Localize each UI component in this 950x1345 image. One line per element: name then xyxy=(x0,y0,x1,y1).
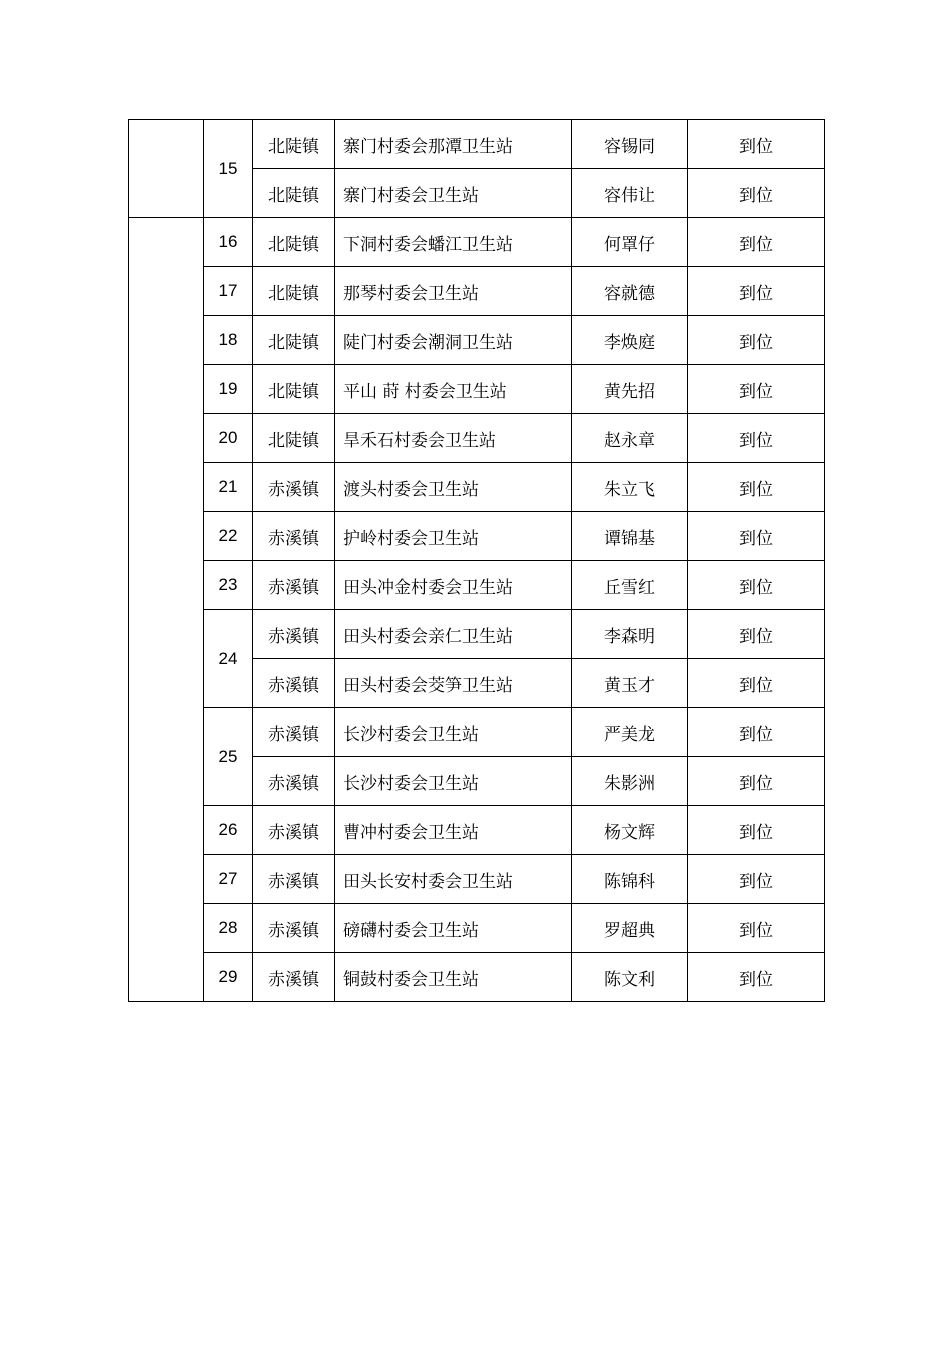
status-cell: 到位 xyxy=(688,169,825,218)
person-cell: 杨文辉 xyxy=(572,806,688,855)
status-cell: 到位 xyxy=(688,904,825,953)
status-cell: 到位 xyxy=(688,414,825,463)
station-cell: 陡门村委会潮洞卫生站 xyxy=(335,316,572,365)
row-number: 29 xyxy=(204,953,253,1002)
person-cell: 黄先招 xyxy=(572,365,688,414)
station-cell: 曹冲村委会卫生站 xyxy=(335,806,572,855)
table-row xyxy=(129,708,825,757)
status-cell: 到位 xyxy=(688,267,825,316)
station-cell: 寨门村委会卫生站 xyxy=(335,169,572,218)
person-cell: 罗超典 xyxy=(572,904,688,953)
person-cell: 李焕庭 xyxy=(572,316,688,365)
person-cell: 陈文利 xyxy=(572,953,688,1002)
station-cell: 下洞村委会蟠江卫生站 xyxy=(335,218,572,267)
town-cell: 赤溪镇 xyxy=(253,806,335,855)
person-cell: 容就德 xyxy=(572,267,688,316)
table-row xyxy=(129,855,825,904)
row-number: 23 xyxy=(204,561,253,610)
table-row xyxy=(129,365,825,414)
station-cell: 那琴村委会卫生站 xyxy=(335,267,572,316)
town-cell: 赤溪镇 xyxy=(253,904,335,953)
station-cell: 长沙村委会卫生站 xyxy=(335,708,572,757)
station-cell: 田头村委会亲仁卫生站 xyxy=(335,610,572,659)
town-cell: 赤溪镇 xyxy=(253,708,335,757)
table-row xyxy=(129,904,825,953)
row-number: 19 xyxy=(204,365,253,414)
personnel-table xyxy=(128,119,825,1002)
blank-cell xyxy=(129,218,204,1002)
station-cell: 田头长安村委会卫生站 xyxy=(335,855,572,904)
status-cell: 到位 xyxy=(688,365,825,414)
table-row xyxy=(129,512,825,561)
town-cell: 北陡镇 xyxy=(253,218,335,267)
town-cell: 北陡镇 xyxy=(253,316,335,365)
person-cell: 何罩仔 xyxy=(572,218,688,267)
row-number: 22 xyxy=(204,512,253,561)
station-cell: 田头村委会茭笋卫生站 xyxy=(335,659,572,708)
station-cell: 磅礴村委会卫生站 xyxy=(335,904,572,953)
town-cell: 赤溪镇 xyxy=(253,659,335,708)
town-cell: 赤溪镇 xyxy=(253,953,335,1002)
blank-cell xyxy=(129,120,204,218)
status-cell: 到位 xyxy=(688,218,825,267)
table-row xyxy=(129,561,825,610)
person-cell: 黄玉才 xyxy=(572,659,688,708)
town-cell: 赤溪镇 xyxy=(253,561,335,610)
table-row xyxy=(129,806,825,855)
town-cell: 北陡镇 xyxy=(253,120,335,169)
table-row xyxy=(129,120,825,169)
person-cell: 谭锦基 xyxy=(572,512,688,561)
row-number: 28 xyxy=(204,904,253,953)
station-cell: 田头冲金村委会卫生站 xyxy=(335,561,572,610)
row-number: 17 xyxy=(204,267,253,316)
status-cell: 到位 xyxy=(688,659,825,708)
station-cell: 铜鼓村委会卫生站 xyxy=(335,953,572,1002)
status-cell: 到位 xyxy=(688,855,825,904)
status-cell: 到位 xyxy=(688,757,825,806)
status-cell: 到位 xyxy=(688,610,825,659)
row-number: 21 xyxy=(204,463,253,512)
station-cell: 渡头村委会卫生站 xyxy=(335,463,572,512)
table-row xyxy=(129,316,825,365)
row-number: 25 xyxy=(204,708,253,806)
person-cell: 容伟让 xyxy=(572,169,688,218)
person-cell: 严美龙 xyxy=(572,708,688,757)
row-number: 16 xyxy=(204,218,253,267)
town-cell: 赤溪镇 xyxy=(253,855,335,904)
status-cell: 到位 xyxy=(688,561,825,610)
town-cell: 赤溪镇 xyxy=(253,463,335,512)
table-row xyxy=(129,267,825,316)
town-cell: 赤溪镇 xyxy=(253,512,335,561)
person-cell: 李森明 xyxy=(572,610,688,659)
town-cell: 赤溪镇 xyxy=(253,610,335,659)
row-number: 20 xyxy=(204,414,253,463)
row-number: 26 xyxy=(204,806,253,855)
status-cell: 到位 xyxy=(688,316,825,365)
station-cell: 长沙村委会卫生站 xyxy=(335,757,572,806)
row-number: 15 xyxy=(204,120,253,218)
table-row xyxy=(129,610,825,659)
status-cell: 到位 xyxy=(688,806,825,855)
table-row xyxy=(129,218,825,267)
town-cell: 北陡镇 xyxy=(253,169,335,218)
table-row xyxy=(129,463,825,512)
status-cell: 到位 xyxy=(688,708,825,757)
row-number: 24 xyxy=(204,610,253,708)
status-cell: 到位 xyxy=(688,120,825,169)
town-cell: 赤溪镇 xyxy=(253,757,335,806)
status-cell: 到位 xyxy=(688,512,825,561)
person-cell: 容锡同 xyxy=(572,120,688,169)
station-cell: 旱禾石村委会卫生站 xyxy=(335,414,572,463)
row-number: 18 xyxy=(204,316,253,365)
person-cell: 朱立飞 xyxy=(572,463,688,512)
status-cell: 到位 xyxy=(688,953,825,1002)
person-cell: 赵永章 xyxy=(572,414,688,463)
town-cell: 北陡镇 xyxy=(253,267,335,316)
row-number: 27 xyxy=(204,855,253,904)
status-cell: 到位 xyxy=(688,463,825,512)
station-cell: 护岭村委会卫生站 xyxy=(335,512,572,561)
person-cell: 丘雪红 xyxy=(572,561,688,610)
town-cell: 北陡镇 xyxy=(253,414,335,463)
person-cell: 陈锦科 xyxy=(572,855,688,904)
person-cell: 朱影洲 xyxy=(572,757,688,806)
table-row xyxy=(129,414,825,463)
station-cell: 平山 莳 村委会卫生站 xyxy=(335,365,572,414)
table-row xyxy=(129,953,825,1002)
station-cell: 寨门村委会那潭卫生站 xyxy=(335,120,572,169)
town-cell: 北陡镇 xyxy=(253,365,335,414)
